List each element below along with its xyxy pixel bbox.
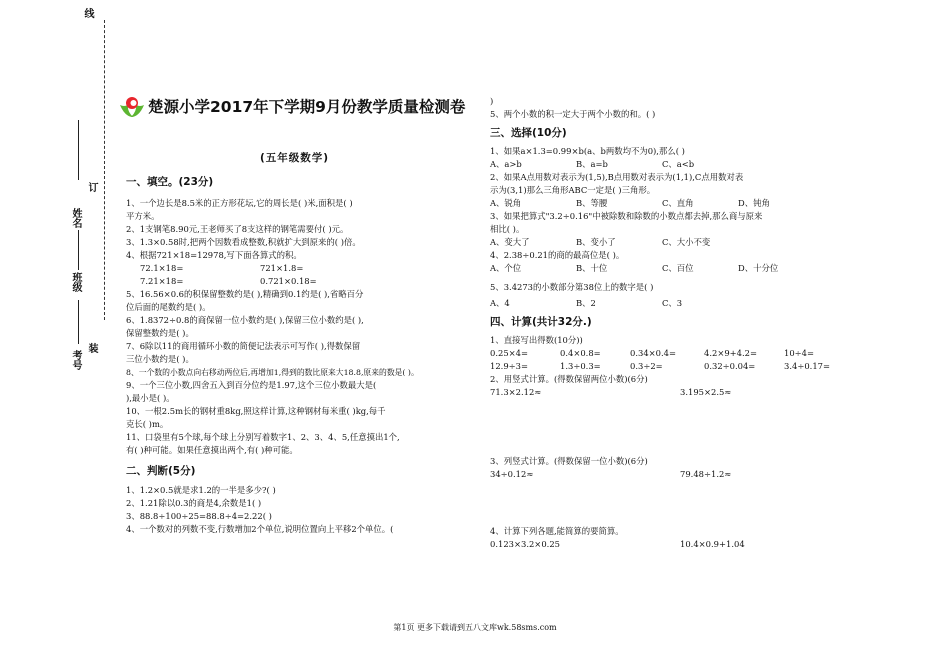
option-row	[490, 197, 830, 210]
q-line: )	[490, 96, 494, 106]
q-line: ),最小是( )。	[126, 393, 175, 403]
q-line: 7、6除以11的商用循环小数的简便记法表示可写作( ),得数保留	[126, 341, 361, 351]
option-c[interactable]: C、3	[662, 298, 683, 308]
binding-label-xian: 线	[82, 8, 93, 18]
q-line: 6、1.8372÷0.8的商保留一位小数约是( ),保留三位小数约是( ),	[126, 315, 364, 325]
option-b[interactable]: B、变小了	[576, 237, 616, 247]
q-line: 2、1.21除以0.3的商是4,余数是1( )	[126, 498, 262, 508]
calc-row	[490, 538, 830, 551]
calc-row	[490, 360, 830, 373]
option-b[interactable]: B、十位	[576, 263, 608, 273]
q-line: 2、如果A点用数对表示为(1,5),B点用数对表示为(1,1),C点用数对表	[490, 172, 744, 182]
q-line: 示为(3,1)那么三角形ABC一定是( )三角形。	[490, 185, 656, 195]
option-b[interactable]: B、等腰	[576, 198, 608, 208]
option-c[interactable]: C、直角	[662, 198, 694, 208]
option-a[interactable]: A、锐角	[490, 198, 522, 208]
option-c[interactable]: C、百位	[662, 263, 694, 273]
calc-item: 0.4×0.8=	[560, 348, 601, 358]
q-line: 4、一个数对的列数不变,行数增加2个单位,说明位置向上平移2个单位。(	[126, 524, 394, 534]
calc-item: 0.3÷2=	[630, 361, 663, 371]
q-line: 1、1.2×0.5就是求1.2的一半是多少?( )	[126, 485, 276, 495]
q-line: 8、一个数的小数点向右移动两位后,再增加1,得到的数比原来大18.8,原来的数是( )。	[126, 368, 419, 377]
calc-item: 3.4÷0.17=	[784, 361, 831, 371]
calc-item: 721×1.8=	[260, 263, 304, 273]
calc-item: 7.21×18=	[140, 276, 184, 286]
section-4-heading: 四、计算(共计32分.)	[490, 316, 592, 328]
q-line: 3、88.8÷100÷25=88.8÷4=2.22( )	[126, 511, 272, 521]
calc-row	[490, 386, 830, 399]
q-line: 9、一个三位小数,四舍五入到百分位约是1.97,这个三位小数最大是(	[126, 380, 377, 390]
q-line: 平方米。	[126, 211, 160, 221]
calc-row	[126, 275, 466, 288]
option-b[interactable]: B、a=b	[576, 159, 608, 169]
q-line: 3、1.3×0.58时,把两个因数看成整数,积就扩大到原来的( )倍。	[126, 237, 361, 247]
option-b[interactable]: B、2	[576, 298, 596, 308]
option-a[interactable]: A、个位	[490, 263, 522, 273]
name-label: 姓名	[70, 208, 81, 228]
option-c[interactable]: C、大小不变	[662, 237, 711, 247]
q-line: 1、如果a×1.3=0.99×b(a、b两数均不为0),那么( )	[490, 146, 685, 156]
q-line: 3、列竖式计算。(得数保留一位小数)(6分)	[490, 456, 648, 466]
calc-row	[490, 468, 830, 481]
school-logo-icon	[117, 95, 147, 119]
calc-row	[126, 262, 466, 275]
calc-item: 10÷4=	[784, 348, 815, 358]
calc-item: 71.3×2.12≈	[490, 387, 542, 397]
option-a[interactable]: A、变大了	[490, 237, 530, 247]
exam-subtitle: (五年级数学)	[260, 152, 330, 164]
q-line: 相比( )。	[490, 224, 525, 234]
calc-item: 0.123×3.2×0.25	[490, 539, 560, 549]
q-line: 11、口袋里有5个球,每个球上分别写着数字1、2、3、4、5,任意摸出1个,	[126, 432, 400, 442]
option-a[interactable]: A、4	[490, 298, 510, 308]
q-line: 克长( )m。	[126, 419, 169, 429]
calc-item: 4.2×9+4.2=	[704, 348, 758, 358]
calc-item: 79.48÷1.2≈	[680, 469, 732, 479]
q-line: 5、两个小数的积一定大于两个小数的和。( )	[490, 109, 656, 119]
binding-dashed-line	[104, 20, 105, 320]
option-d[interactable]: D、钝角	[738, 198, 770, 208]
calc-item: 10.4×0.9+1.04	[680, 539, 745, 549]
work-space[interactable]	[490, 399, 830, 455]
calc-item: 0.34×0.4=	[630, 348, 677, 358]
q-line: 4、2.38÷0.21的商的最高位是( )。	[490, 250, 625, 260]
calc-item: 34÷0.12≈	[490, 469, 534, 479]
q-line: 10、一根2.5m长的钢材重8kg,照这样计算,这种钢材每米重( )kg,每千	[126, 406, 386, 416]
option-row	[490, 158, 830, 171]
option-row	[490, 262, 830, 275]
calc-item: 72.1×18=	[140, 263, 184, 273]
q-line: 保留整数约是( )。	[126, 328, 194, 338]
q-line: 3、如果把算式"3.2÷0.16"中被除数和除数的小数点都去掉,那么商与原来	[490, 211, 763, 221]
calc-item: 1.3÷0.3=	[560, 361, 601, 371]
kaohao-label: 考号	[70, 350, 81, 370]
binding-label-ding: 订	[86, 182, 97, 192]
calc-item: 12.9÷3=	[490, 361, 529, 371]
page-footer: 第1页 更多下载请到五八文库wk.58sms.com	[393, 623, 557, 632]
exam-title: 楚源小学2017年下学期9月份教学质量检测卷	[148, 98, 466, 116]
section-3-heading: 三、选择(10分)	[490, 127, 567, 139]
q-line: 位后面的尾数约是( )。	[126, 302, 211, 312]
section-1-heading: 一、填空。(23分)	[126, 176, 214, 188]
option-a[interactable]: A、a>b	[490, 159, 522, 169]
q-line: 2、用竖式计算。(得数保留两位小数)(6分)	[490, 374, 648, 384]
binding-margin	[0, 0, 112, 672]
option-row	[490, 297, 830, 310]
calc-item: 0.721×0.18=	[260, 276, 317, 286]
q-line: 1、直接写出得数(10分))	[490, 335, 583, 345]
binding-label-zhuang: 装	[86, 343, 97, 353]
kaohao-underline[interactable]	[78, 300, 79, 344]
section-2-heading: 二、判断(5分)	[126, 465, 196, 477]
q-line: 有( )种可能。如果任意摸出两个,有( )种可能。	[126, 445, 298, 455]
q-line: 三位小数约是( )。	[126, 354, 194, 364]
q-line: 5、16.56×0.6的积保留整数约是( ),精确到0.1约是( ),省略百分	[126, 289, 364, 299]
q-line: 2、1支钢笔8.90元,王老师买了8支这样的钢笔需要付( )元。	[126, 224, 349, 234]
option-row	[490, 236, 830, 249]
class-underline[interactable]	[78, 230, 79, 270]
calc-row	[490, 347, 830, 360]
calc-item: 3.195×2.5≈	[680, 387, 732, 397]
left-column	[126, 176, 466, 536]
option-d[interactable]: D、十分位	[738, 263, 779, 273]
calc-item: 0.32÷0.04=	[704, 361, 756, 371]
q-line: 5、3.4273的小数部分第38位上的数字是( )	[490, 282, 654, 292]
work-space[interactable]	[490, 481, 830, 525]
calc-item: 0.25×4=	[490, 348, 529, 358]
q-line: 4、计算下列各题,能简算的要简算。	[490, 526, 624, 536]
q-line: 4、根据721×18=12978,写下面各算式的积。	[126, 250, 302, 260]
right-column	[490, 95, 830, 551]
name-underline[interactable]	[78, 120, 79, 180]
option-c[interactable]: C、a<b	[662, 159, 695, 169]
class-label: 班级	[70, 272, 81, 292]
q-line: 1、一个边长是8.5米的正方形花坛,它的周长是( )米,面积是( )	[126, 198, 353, 208]
